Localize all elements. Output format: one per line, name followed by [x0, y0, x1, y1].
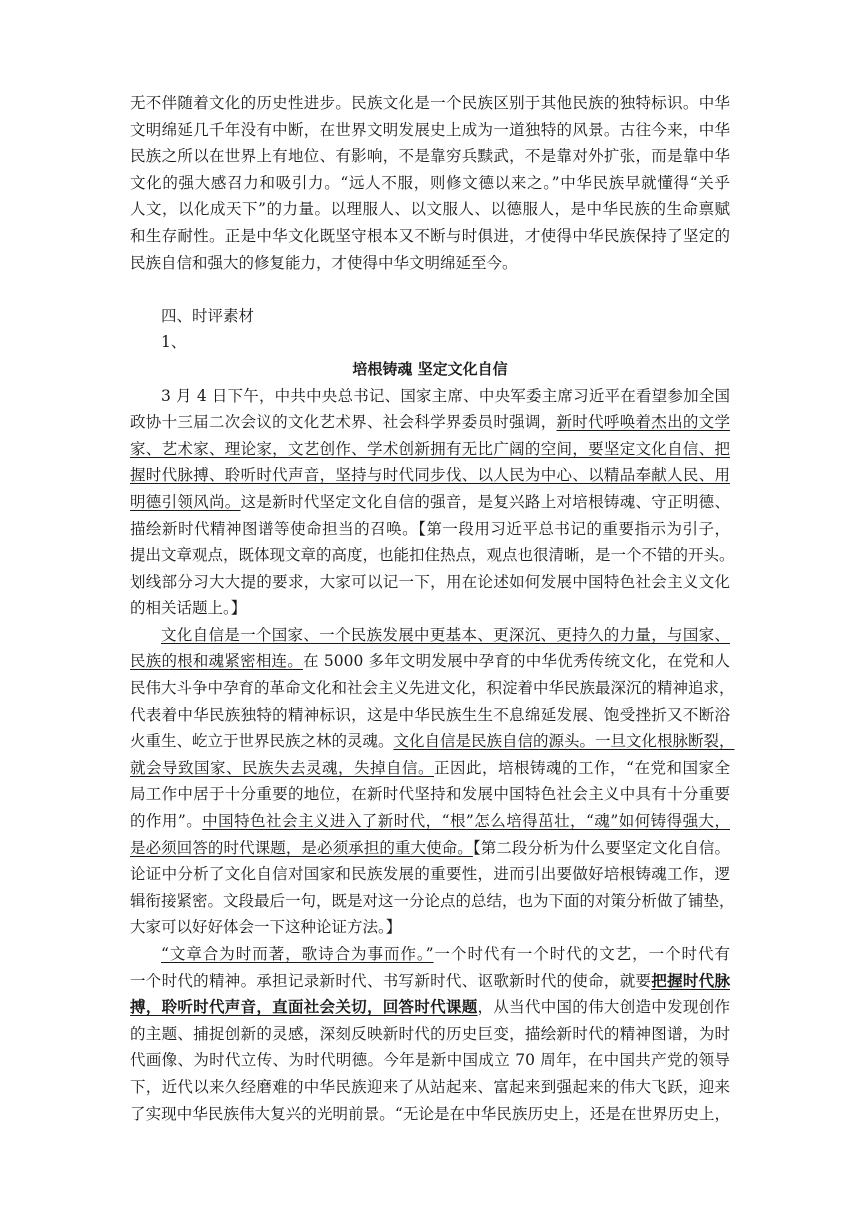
text-line: 大家可以好好体会一下这种论证方法。】 [130, 918, 402, 937]
document-page [130, 90, 735, 1127]
text-line: 论证中分析了文化自信对国家和民族发展的重要性，进而引出要做好培根铸魂工作，逻 [130, 865, 730, 884]
text-line: 民族之所以在世界上有地位、有影响，不是靠穷兵黩武，不是靠对外扩张，而是靠中华 [130, 147, 730, 166]
article-title: 培根铸魂 坚定文化自信 [352, 359, 508, 378]
text-line: 描绘新时代精神图谱等使命担当的召唤。【第一段用习近平总书记的重要指示为引子， [130, 519, 730, 538]
text-line: “文章合为时而著，歌诗合为事而作。”一个时代有一个时代的文艺，一个时代有 [161, 945, 730, 963]
text-line: 民族自信和强大的修复能力，才使得中华文明绵延至今。 [130, 253, 518, 272]
text-line: 无不伴随着文化的历史性进步。民族文化是一个民族区别于其他民族的独特标识。中华 [130, 94, 730, 112]
text-line: 搏，聆听时代声音，直面社会关切，回答时代课题，从当代中国的伟大创造中发现创作 [130, 997, 730, 1017]
text-line: 火重生、屹立于世界民族之林的灵魂。文化自信是民族自信的源头。一旦文化根脉断裂， [130, 732, 735, 751]
text-line: 划线部分习大大提的要求，大家可以记一下，用在论述如何发展中国特色社会主义文化 [130, 572, 730, 591]
text-line: 了实现中华民族伟大复兴的光明前景。“无论是在中华民族历史上，还是在世界历史上， [130, 1104, 730, 1123]
underlined-line: 家、艺术家、理论家，文艺创作、学术创新拥有无比广阔的空间，要坚定文化自信、把 [130, 439, 730, 458]
text-line: 代画像、为时代立传、为时代明德。今年是新中国成立 70 周年，在中国共产党的领导 [130, 1051, 730, 1070]
text-line: 文明绵延几千年没有中断，在世界文明发展史上成为一道独特的风景。古往今来，中华 [130, 120, 730, 139]
text-line: 人文，以化成天下”的力量。以理服人、以文服人、以德服人，是中华民族的生命禀赋 [130, 200, 730, 219]
underlined-line: 文化自信是一个国家、一个民族发展中更基本、更深沉、更持久的力量，与国家、 [161, 625, 730, 644]
underlined-line: 握时代脉搏、聆听时代声音，坚持与时代同步伐、以人民为中心、以精品奉献人民、用 [130, 466, 730, 485]
text-line: 政协十三届二次会议的文化艺术界、社会科学界委员时强调，新时代呼唤着杰出的文学 [130, 413, 730, 432]
text-line: 的主题、捕捉创新的灵感，深刻反映新时代的历史巨变，描绘新时代的精神图谱，为时 [130, 1024, 730, 1043]
text-line: 3 月 4 日下午，中共中央总书记、国家主席、中央军委主席习近平在看望参加全国 [161, 386, 730, 405]
paragraph-1 [130, 383, 735, 622]
text-line: 民伟大斗争中孕育的革命文化和社会主义先进文化，积淀着中华民族最深沉的精神追求， [130, 679, 735, 698]
paragraph-2 [130, 622, 735, 941]
text-line: 提出文章观点，既体现文章的高度，也能扣住热点，观点也很清晰，是一个不错的开头。 [130, 546, 735, 565]
text-line: 局工作中居于十分重要的地位，在新时代坚持和发展中国特色社会主义中具有十分重要 [130, 785, 730, 804]
text-line: 明德引领风尚。这是新时代坚定文化自信的强音，是复兴路上对培根铸魂、守正明德、 [130, 492, 730, 511]
text-line: 民族的根和魂紧密相连。在 5000 多年文明发展中孕育的中华优秀传统文化，在党和人 [130, 652, 730, 671]
text-line: 一个时代的精神。承担记录新时代、书写新时代、讴歌新时代的使命，就要把握时代脉 [130, 970, 730, 990]
text-line: 的作用”。中国特色社会主义进入了新时代，“根”怎么培得茁壮，“魂”如何铸得强大， [130, 812, 730, 831]
text-line: 辑衔接紧密。文段最后一句，既是对这一分论点的总结，也为下面的对策分析做了铺垫， [130, 891, 735, 910]
text-line: 就会导致国家、民族失去灵魂，失掉自信。正因此，培根铸魂的工作，“在党和国家全 [130, 758, 730, 777]
intro-paragraph [130, 90, 730, 276]
text-line: 下，近代以来久经磨难的中华民族迎来了从站起来、富起来到强起来的伟大飞跃，迎来 [130, 1077, 730, 1096]
text-line: 和生存耐性。正是中华文化既坚守根本又不断与时俱进，才使得中华民族保持了坚定的 [130, 226, 730, 245]
text-line: 是必须回答的时代课题，是必须承担的重大使命。【第二段分析为什么要坚定文化自信。 [130, 838, 730, 857]
paragraph-3 [130, 941, 730, 1127]
section-heading: 四、时评素材 [161, 306, 255, 325]
item-number: 1、 [161, 333, 187, 352]
text-line: 的相关话题上。】 [130, 599, 247, 618]
text-line: 文化的强大感召力和吸引力。“远人不服，则修文德以来之。”中华民族早就懂得“关乎 [130, 173, 730, 192]
text-line: 代表着中华民族独特的精神标识，这是中华民族生生不息绵延发展、饱受挫折又不断浴 [130, 705, 730, 724]
